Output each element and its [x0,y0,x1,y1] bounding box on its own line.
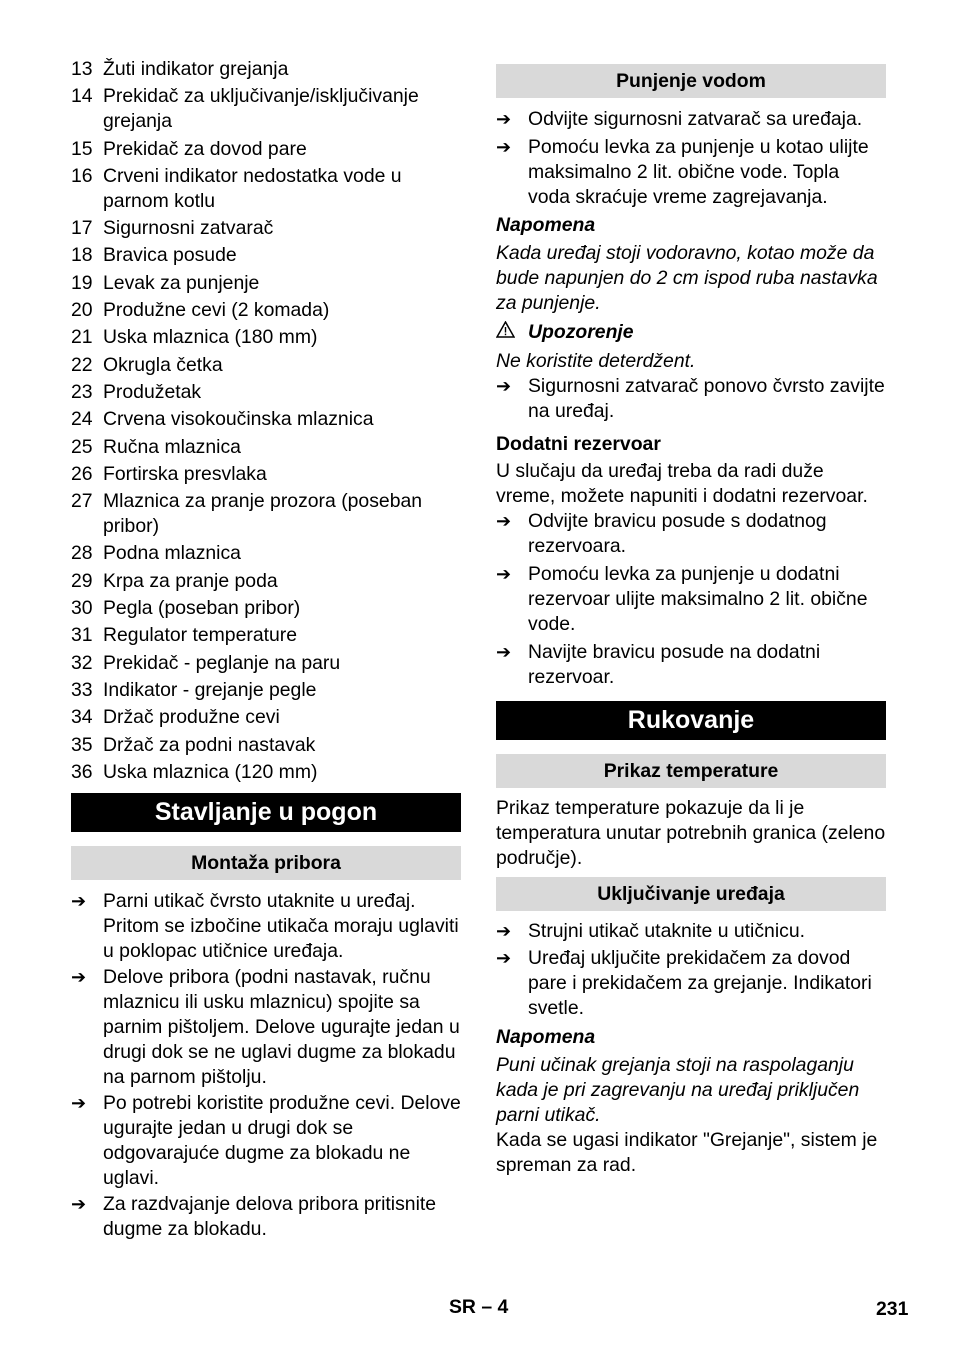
switch-on-steps [496,919,886,1021]
section-heading-operation: Rukovanje [496,701,886,740]
subheading-montaza: Montaža pribora [71,846,461,880]
list-item [71,435,461,460]
arrow-right-icon: ➔ [496,109,512,129]
item-number: 33 [71,678,93,701]
item-number: 36 [71,760,93,783]
arrow-right-icon: ➔ [496,376,512,396]
list-item [71,353,461,378]
item-label: Okrugla četka [103,353,223,376]
item-number: 35 [71,733,93,756]
step-text: Delove pribora (podni nastavak, ručnu mlaznicu ili usku mlaznicu) spojite sa parnim pištoljem. Delove ugurajte jedan u drugi dok se ne uglavi dugme za blokadu na parnom pištolju. [103,965,460,1088]
list-item [71,216,461,241]
item-number: 14 [71,85,93,108]
item-label: Indikator - grejanje pegle [103,678,317,701]
list-item [71,889,461,964]
arrow-right-icon: ➔ [496,511,512,531]
note-label: Napomena [496,1026,596,1048]
step-text: Pomoću levka za punjenje u kotao ulijte maksimalno 2 lit. obične vode. Topla voda skraćuje vreme zagrejavanja. [528,136,869,208]
item-number: 20 [71,299,93,322]
arrow-right-icon: ➔ [496,564,512,584]
item-label: Uska mlaznica (120 mm) [103,760,318,783]
step-text: Odvijte bravicu posude s dodatnog rezervoara. [528,510,827,557]
item-label: Crvena visokoučinska mlaznica [103,408,374,431]
item-label: Podna mlaznica [103,542,241,565]
water-steps [496,107,886,210]
list-item [71,596,461,621]
water-steps-after [496,374,886,424]
list-item [71,541,461,566]
arrow-right-icon: ➔ [71,1092,87,1113]
extra-tank-heading: Dodatni rezervoar [496,433,661,455]
extra-tank-steps [496,509,886,690]
item-number: 13 [71,58,93,80]
item-label: Držač produžne cevi [103,706,280,729]
list-item [71,623,461,648]
item-label: Levak za punjenje [103,271,260,294]
arrow-right-icon: ➔ [496,921,512,941]
note-text: Kada uređaj stoji vodoravno, kotao može da bude napunjen do 2 cm ispod ruba nastavka za punjenje. [496,242,878,314]
warning-triangle-icon [496,320,516,345]
item-number: 27 [71,490,93,513]
arrow-right-icon: ➔ [496,948,512,968]
item-label: Prekidač za dovod pare [103,137,307,160]
item-label: Bravica posude [103,244,237,267]
subheading-temperature: Prikaz temperature [496,754,886,788]
list-item [71,298,461,323]
list-item [496,374,886,424]
item-label: Krpa za pranje poda [103,569,278,592]
item-number: 25 [71,435,93,458]
list-item [496,509,886,559]
list-item [71,271,461,296]
list-item [496,562,886,637]
right-column [496,64,886,1178]
section-heading-startup: Stavljanje u pogon [71,793,461,832]
list-item [71,84,461,134]
item-label: Uska mlaznica (180 mm) [103,326,318,349]
arrow-right-icon: ➔ [496,137,512,157]
item-label: Žuti indikator grejanja [103,58,289,80]
warning-label: Upozorenje [528,321,634,343]
step-text: Navijte bravicu posude na dodatni rezervoar. [528,641,821,688]
item-label: Mlaznica za pranje prozora (poseban pribor) [103,490,423,538]
item-number: 29 [71,569,93,592]
item-number: 15 [71,137,93,160]
item-label: Prekidač za uključivanje/isključivanje grejanja [103,85,419,133]
list-item [71,569,461,594]
step-text: Odvijte sigurnosni zatvarač sa uređaja. [528,108,863,130]
note-text: Puni učinak grejanja stoji na raspolaganju kada je pri zagrevanju na uređaj priključen parni utikač. [496,1054,860,1126]
list-item [71,651,461,676]
arrow-right-icon: ➔ [71,966,87,987]
list-item [71,243,461,268]
subheading-switch-on: Uključivanje uređaja [496,877,886,911]
item-label: Fortirska presvlaka [103,462,267,485]
list-item [71,137,461,162]
list-item [71,57,461,82]
list-item [496,135,886,210]
item-label: Regulator temperature [103,624,298,647]
list-item [71,733,461,758]
item-label: Prekidač - peglanje na paru [103,651,341,674]
list-item [71,380,461,405]
list-item [71,1091,461,1191]
list-item [71,164,461,214]
warning-text: Ne koristite deterdžent. [496,350,696,372]
subheading-punjenje: Punjenje vodom [496,64,886,98]
item-number: 34 [71,706,93,729]
item-label: Produžne cevi (2 komada) [103,299,330,322]
item-label: Produžetak [103,380,202,403]
page-number: 231 [876,1298,909,1320]
list-item [496,919,886,944]
list-item [71,705,461,730]
list-item [496,107,886,132]
parts-list [71,57,461,785]
montaza-steps [71,889,461,1242]
item-number: 18 [71,244,93,267]
step-text: Za razdvajanje delova pribora pritisnite dugme za blokadu. [103,1192,437,1240]
ready-text: Kada se ugasi indikator "Grejanje", sistem je spreman za rad. [496,1129,878,1176]
list-item [71,965,461,1090]
list-item [71,325,461,350]
item-number: 23 [71,380,93,403]
list-item [496,946,886,1021]
list-item [71,1192,461,1242]
item-number: 16 [71,164,93,187]
arrow-right-icon: ➔ [496,642,512,662]
item-number: 26 [71,462,93,485]
item-number: 31 [71,624,93,647]
arrow-right-icon: ➔ [71,1193,87,1214]
item-label: Sigurnosni zatvarač [103,217,274,240]
item-label: Crveni indikator nedostatka vode u parnom kotlu [103,164,402,212]
step-text: Uređaj uključite prekidačem za dovod pare i prekidačem za grejanje. Indikatori svetle. [528,947,872,1019]
note-label: Napomena [496,214,596,236]
warning-heading [496,320,886,345]
step-text: Sigurnosni zatvarač ponovo čvrsto zavijte na uređaj. [528,375,885,422]
step-text: Parni utikač čvrsto utaknite u uređaj. Pritom se izbočine utikača moraju uglaviti u poklopac utičnice uređaja. [103,889,459,962]
item-label: Držač za podni nastavak [103,733,316,756]
section-code: SR – 4 [449,1296,509,1318]
item-number: 21 [71,326,93,349]
extra-tank-text: U slučaju da uređaj treba da radi duže vreme, možete napuniti i dodatni rezervoar. [496,460,868,507]
list-item [71,462,461,487]
temperature-text: Prikaz temperature pokazuje da li je temperatura unutar potrebnih granica (zeleno područje). [496,797,886,869]
item-label: Pegla (poseban pribor) [103,597,301,620]
left-column [71,57,461,1242]
item-number: 28 [71,542,93,565]
step-text: Po potrebi koristite produžne cevi. Delove ugurajte jedan u drugi dok se odgovarajuće dugme za blokadu ne uglavi. [103,1091,461,1189]
step-text: Strujni utikač utaknite u utičnicu. [528,920,805,942]
item-number: 19 [71,271,93,294]
step-text: Pomoću levka za punjenje u dodatni rezervoar ulijte maksimalno 2 lit. obične vode. [528,563,868,635]
item-label: Ručna mlaznica [103,435,241,458]
list-item [71,678,461,703]
list-item [71,489,461,539]
list-item [496,640,886,690]
item-number: 32 [71,651,93,674]
arrow-right-icon: ➔ [71,890,87,911]
list-item [71,760,461,785]
item-number: 24 [71,408,93,431]
list-item [71,407,461,432]
item-number: 17 [71,217,93,240]
item-number: 22 [71,353,93,376]
item-number: 30 [71,597,93,620]
